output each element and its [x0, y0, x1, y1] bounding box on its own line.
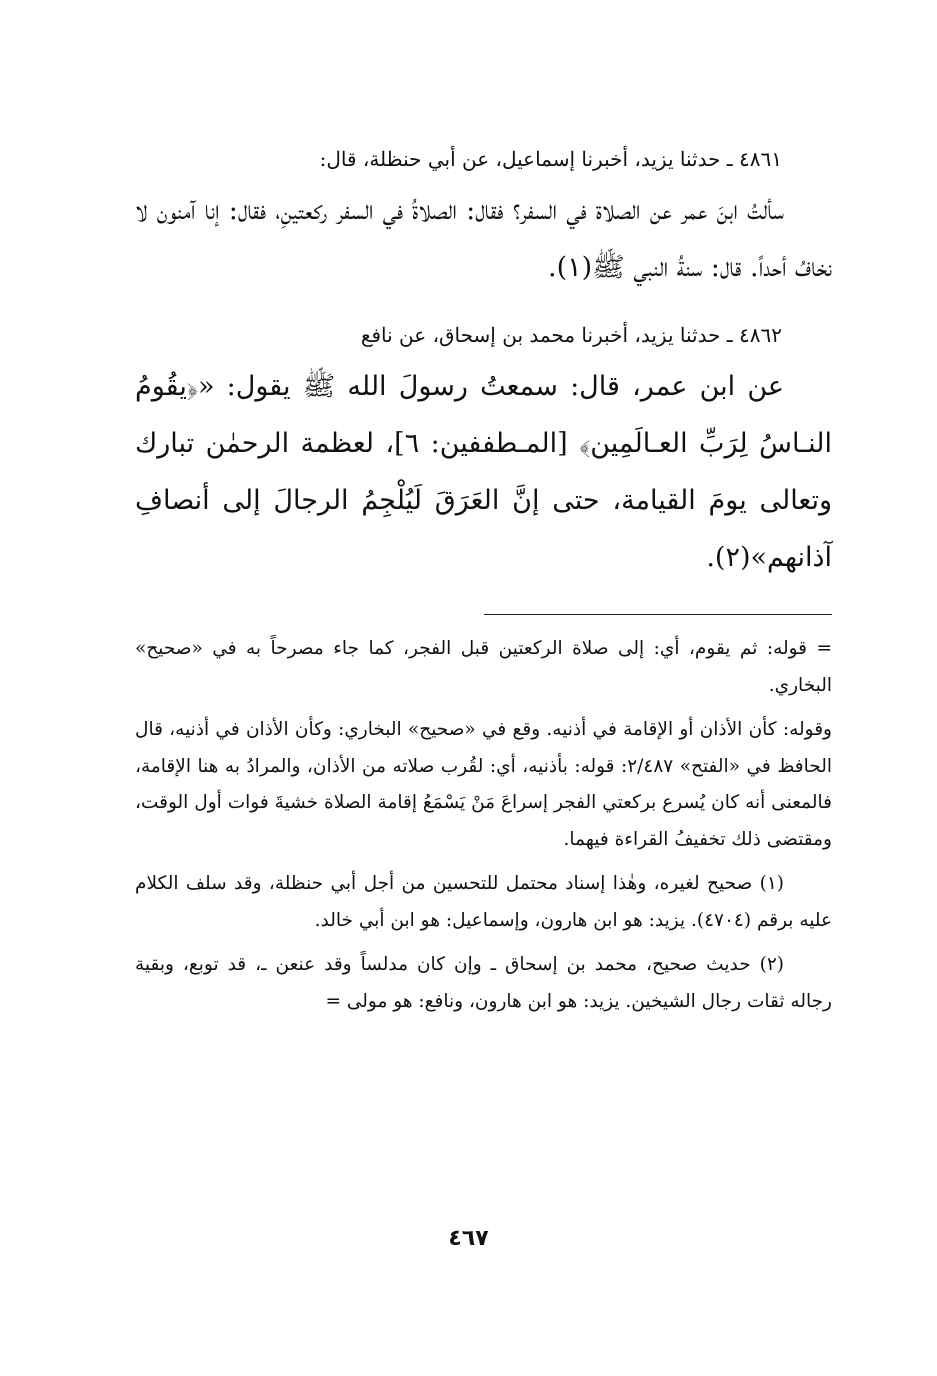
page-number: ٤٦٧	[448, 1226, 489, 1251]
hadith-4862-heading: ٤٨٦٢ ـ حدثنا يزيد، أخبرنا محمد بن إسحاق، عن نافع	[360, 323, 782, 347]
footnote-1: (١) صحيح لغيره، وهٰذا إسناد محتمل للتحسين من أجل أبي حنظلة، وقد سلف الكلام عليه برقم (٤٧٠٤). يزيد: هو ابن هارون، وإسماعيل: هو ابن أبي خالد.	[135, 873, 832, 931]
hadith-4861-heading: ٤٨٦١ ـ حدثنا يزيد، أخبرنا إسماعيل، عن أبي حنظلة، قال:	[319, 147, 782, 171]
footnote-continuation: = قوله: ثم يقوم، أي: إلى صلاة الركعتين قبل الفجر، كما جاء مصرحاً به في «صحيح» البخاري.	[135, 638, 832, 696]
footnote-separator-wrap	[135, 614, 832, 615]
hadith-4862-text: عن ابن عمر، قال: سمعتُ رسولَ الله ﷺ يقول: «﴿يقُومُ النـاسُ لِرَبِّ العـالَمِين﴾ [المـطففين: ٦]، لعظمة الرحمٰن تبارك وتعالى يومَ القيامة، حتى إنَّ العَرَقَ لَيُلْجِمُ الرجالَ إلى أنصافِ آذانهم»(٢).	[135, 371, 833, 573]
hadith-4861-text: سألتُ ابنَ عمر عن الصلاة في السفر؟ فقال: الصلاةُ في السفر ركعتينِ، فقال: إنا آمنون لا نخافُ أحداً. قال: سنةُ النبي ﷺ(١).	[135, 195, 832, 283]
footnote-2: (٢) حديث صحيح، محمد بن إسحاق ـ وإن كان مدلساً وقد عنعن ـ، قد توبع، وبقية رجاله ثقات رجال الشيخين. يزيد: هو ابن هارون، ونافع: هو مولى =	[135, 954, 832, 1012]
footnote-commentary: وقوله: كأن الأذان أو الإقامة في أذنيه. وقع في «صحيح» البخاري: وكأن الأذان في أذنيه، قال الحافظ في «الفتح» ٢/٤٨٧: قوله: بأذنيه، أي: لقُرب صلاته من الأذان، والمرادُ به هنا الإقامة، فالمعنى أنه كان يُسرع بركعتي الفجر إسراعَ مَنْ يَسْمَعُ إقامة الصلاة خشيةَ فوات أول الوقت، ومقتضى ذلك تخفيفُ القراءة فيهما.	[135, 719, 832, 850]
footnote-separator	[484, 614, 832, 615]
page-body	[135, 140, 832, 1028]
